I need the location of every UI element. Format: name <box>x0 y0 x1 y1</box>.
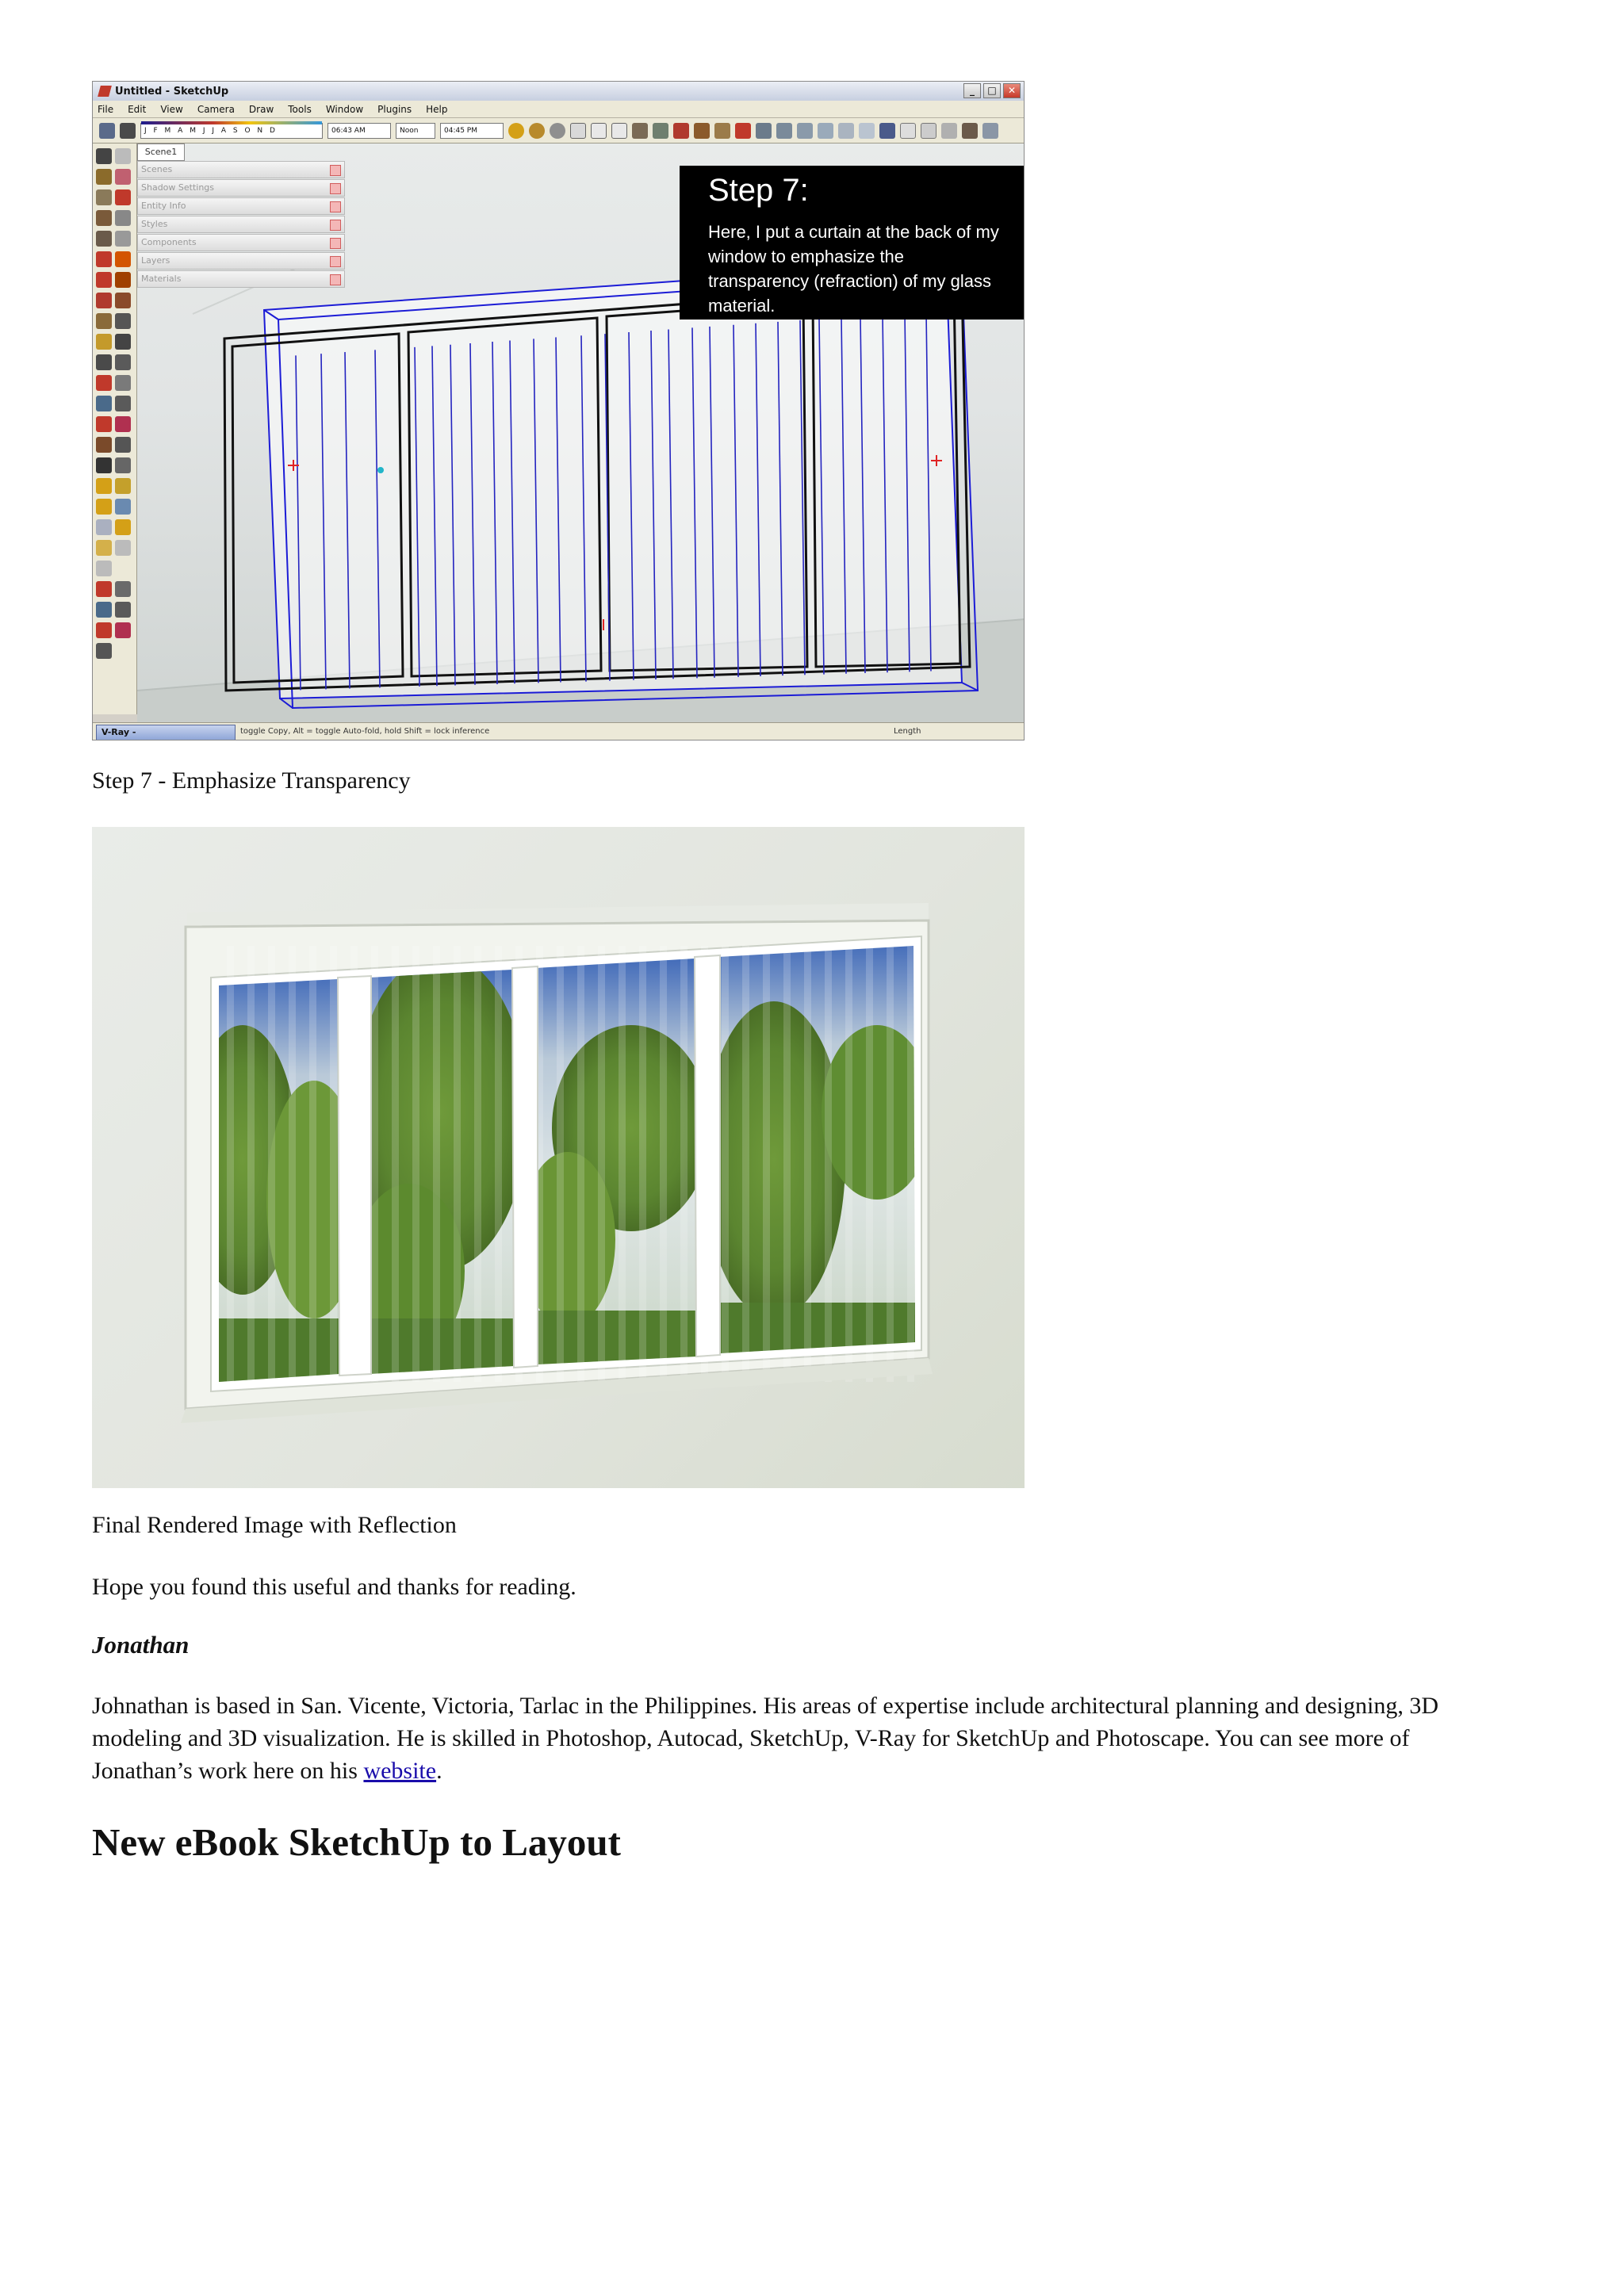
menu-view[interactable]: View <box>160 103 183 115</box>
texture-icon[interactable] <box>694 123 710 139</box>
vray-toolbar[interactable] <box>96 725 236 740</box>
shadow-time-end: 04:45 PM <box>440 123 504 139</box>
window-controls <box>963 83 1021 98</box>
maximize-button[interactable]: □ <box>983 83 1001 98</box>
arc-tool-icon[interactable] <box>115 210 131 226</box>
stamp-tool-icon[interactable] <box>115 499 131 515</box>
curtain-stripe <box>392 946 399 1382</box>
xray-icon[interactable] <box>879 123 895 139</box>
length-label: Length <box>894 727 921 736</box>
drape-tool-icon[interactable] <box>96 519 112 535</box>
curtain-stripe <box>454 946 461 1382</box>
eraser-icon[interactable] <box>115 169 131 185</box>
final-render-image <box>92 827 1025 1488</box>
flip-edge-icon[interactable] <box>96 540 112 556</box>
move-tool-icon[interactable] <box>96 251 112 267</box>
minimize-button[interactable]: _ <box>963 83 981 98</box>
scale-tool-icon[interactable] <box>96 293 112 308</box>
section-icon[interactable] <box>570 123 586 139</box>
curtain-stripe <box>825 946 832 1382</box>
figure1-caption: Step 7 - Emphasize Transparency <box>92 767 411 794</box>
material-icon[interactable] <box>632 123 648 139</box>
curtain-stripe <box>495 946 502 1382</box>
pan-tool-icon[interactable] <box>115 375 131 391</box>
curtain-stripe <box>309 946 316 1382</box>
menu-tools[interactable]: Tools <box>288 103 312 115</box>
menu-bar <box>93 101 1024 118</box>
curtain-stripe <box>577 946 584 1382</box>
tray-scenes[interactable]: Scenes <box>137 161 345 178</box>
monochrome-icon[interactable] <box>982 123 998 139</box>
status-hint: toggle Copy, Alt = toggle Auto-fold, hold Shift = lock inference <box>240 727 490 736</box>
vray-frame-icon[interactable] <box>550 123 565 139</box>
follow-me-icon[interactable] <box>115 272 131 288</box>
tray-shadow-settings[interactable]: Shadow Settings <box>137 179 345 197</box>
tape-measure-icon[interactable] <box>96 313 112 329</box>
offset-tool-icon[interactable] <box>115 293 131 308</box>
shadow-noon-label: Noon <box>396 123 435 139</box>
rectangle-tool-icon[interactable] <box>96 189 112 205</box>
curtain-stripe <box>557 946 564 1382</box>
step-description: Here, I put a curtain at the back of my window to emphasize the transparency (refraction) of my glass material. <box>708 222 999 316</box>
walk-tool-icon[interactable] <box>96 457 112 473</box>
section-heading: New eBook SketchUp to Layout <box>92 1820 621 1864</box>
menu-file[interactable]: File <box>98 103 114 115</box>
freehand-tool-icon[interactable] <box>115 231 131 247</box>
pane-4 <box>703 938 933 1358</box>
iso-view-icon[interactable] <box>756 123 772 139</box>
curtain-stripe <box>289 946 296 1382</box>
thanks-paragraph: Hope you found this useful and thanks for reading. <box>92 1574 576 1600</box>
tool-palette <box>93 144 137 714</box>
sphere-light-icon[interactable] <box>714 123 730 139</box>
look-around-icon[interactable] <box>115 437 131 453</box>
window-title: Untitled - SketchUp <box>115 85 229 98</box>
zoom-extents-icon[interactable] <box>96 416 112 432</box>
curtain-stripe <box>433 946 440 1382</box>
line-tool-icon[interactable] <box>115 189 131 205</box>
curtain-stripe <box>887 946 894 1382</box>
paint-bucket-icon[interactable] <box>96 169 112 185</box>
zoom-window-small-icon[interactable] <box>115 602 131 618</box>
tray-layers[interactable]: Layers <box>137 252 345 270</box>
curtain-stripe <box>763 946 770 1382</box>
menu-plugins[interactable]: Plugins <box>377 103 412 115</box>
zoom-tool-icon[interactable] <box>96 396 112 411</box>
step-title: Step 7: <box>708 173 809 208</box>
orbit-tool-icon[interactable] <box>96 375 112 391</box>
component-tool-icon[interactable] <box>115 148 131 164</box>
curtain-stripe <box>907 946 914 1382</box>
rendered-window-illustration <box>92 827 1025 1488</box>
curtain-stripe <box>598 946 605 1382</box>
curtain-stripe <box>783 946 791 1382</box>
front-view-icon[interactable] <box>797 123 813 139</box>
sandbox-scratch-icon[interactable] <box>115 478 131 494</box>
figure2-caption: Final Rendered Image with Reflection <box>92 1512 457 1538</box>
bio-text: Johnathan is based in San. Vicente, Victoria, Tarlac in the Philippines. His areas of expertise include architectural planning and designing, 3D modeling and 3D visualization. He is skilled in Photoshop, Autocad, SketchUp, V-Ray for SketchUp and Photoscape. You can see more of Jonathan’s work here on his <box>92 1693 1439 1784</box>
scene-tab[interactable]: Scene1 <box>137 144 185 161</box>
text-tool-icon[interactable] <box>115 334 131 350</box>
push-pull-icon[interactable] <box>115 251 131 267</box>
curtain-stripe <box>227 946 234 1382</box>
curtain-stripe <box>371 946 378 1382</box>
hidden-line-icon[interactable] <box>921 123 936 139</box>
light-icon[interactable] <box>673 123 689 139</box>
axes-icon[interactable] <box>591 123 607 139</box>
zoom-fit-icon[interactable] <box>96 643 112 659</box>
section-plane-icon[interactable] <box>115 457 131 473</box>
back-view-icon[interactable] <box>838 123 854 139</box>
curtain-stripe <box>330 946 337 1382</box>
polygon-tool-icon[interactable] <box>96 231 112 247</box>
vray-label: V-Ray - <box>102 727 136 737</box>
step-overlay <box>680 166 1025 320</box>
wireframe-icon[interactable] <box>900 123 916 139</box>
zoom-extents-small-icon[interactable] <box>96 622 112 638</box>
camera-icon[interactable] <box>120 123 136 139</box>
inference-point <box>377 467 384 473</box>
curtain-stripe <box>660 946 667 1382</box>
shadow-time-start: 06:43 AM <box>327 123 391 139</box>
add-detail-icon[interactable] <box>115 519 131 535</box>
left-view-icon[interactable] <box>859 123 875 139</box>
status-bar <box>93 722 1024 740</box>
dimension-tool-icon[interactable] <box>115 313 131 329</box>
close-button[interactable]: ✕ <box>1003 83 1021 98</box>
menu-window[interactable]: Window <box>325 103 364 115</box>
author-name: Jonathan <box>92 1631 190 1659</box>
website-link[interactable]: website <box>363 1758 437 1784</box>
previous-small-icon[interactable] <box>115 622 131 638</box>
orbit-small-icon[interactable] <box>96 581 112 597</box>
zoom-window-icon[interactable] <box>115 396 131 411</box>
curtain-stripe <box>474 946 481 1382</box>
curtain-stripe <box>680 946 688 1382</box>
vray-render-icon[interactable] <box>508 123 524 139</box>
rotate-tool-icon[interactable] <box>96 272 112 288</box>
menu-edit[interactable]: Edit <box>128 103 147 115</box>
tray-entity-info[interactable]: Entity Info <box>137 197 345 215</box>
select-tool-icon[interactable] <box>96 148 112 164</box>
sketchup-logo-icon <box>98 86 112 97</box>
tray-components[interactable]: Components <box>137 234 345 251</box>
menu-draw[interactable]: Draw <box>248 103 274 115</box>
smoove-tool-icon[interactable] <box>96 499 112 515</box>
rect-light-icon[interactable] <box>735 123 751 139</box>
vray-options-icon[interactable] <box>529 123 545 139</box>
author-bio <box>92 1689 1488 1787</box>
menu-camera[interactable]: Camera <box>197 103 235 115</box>
curtain-stripe <box>866 946 873 1382</box>
curtain-stripe <box>742 946 749 1382</box>
eraser-small-icon[interactable] <box>96 561 112 576</box>
zoom-small-icon[interactable] <box>96 602 112 618</box>
axes-tool-icon[interactable] <box>96 354 112 370</box>
protractor-icon[interactable] <box>96 334 112 350</box>
menu-help[interactable]: Help <box>426 103 448 115</box>
curtain-stripe <box>639 946 646 1382</box>
curtain-stripe <box>412 946 419 1382</box>
curtain-stripe <box>619 946 626 1382</box>
print-icon[interactable] <box>99 123 115 139</box>
default-tray <box>137 161 345 289</box>
circle-tool-icon[interactable] <box>96 210 112 226</box>
textured-icon[interactable] <box>962 123 978 139</box>
sketchup-screenshot <box>92 81 1025 740</box>
top-view-icon[interactable] <box>776 123 792 139</box>
previous-view-icon[interactable] <box>115 416 131 432</box>
curtain-stripe <box>845 946 852 1382</box>
curtain-stripe <box>268 946 275 1382</box>
palette-spacer <box>115 561 131 576</box>
terrain-icon[interactable] <box>115 540 131 556</box>
shadow-month-slider[interactable]: J F M A M J J A S O N D <box>140 123 323 139</box>
curtain-stripe <box>722 946 729 1382</box>
bio-end: . <box>436 1758 442 1784</box>
curtain-stripe <box>804 946 811 1382</box>
shaded-icon[interactable] <box>941 123 957 139</box>
sketchup-title-bar <box>93 82 1024 101</box>
sandbox-contours-icon[interactable] <box>96 478 112 494</box>
position-camera-icon[interactable] <box>96 437 112 453</box>
component-icon[interactable] <box>653 123 668 139</box>
tray-styles[interactable]: Styles <box>137 216 345 233</box>
3d-text-icon[interactable] <box>115 354 131 370</box>
curtain-stripe <box>247 946 255 1382</box>
pan-small-icon[interactable] <box>115 581 131 597</box>
right-view-icon[interactable] <box>818 123 833 139</box>
tray-materials[interactable]: Materials <box>137 270 345 288</box>
guides-icon[interactable] <box>611 123 627 139</box>
toolbar <box>93 118 1024 144</box>
